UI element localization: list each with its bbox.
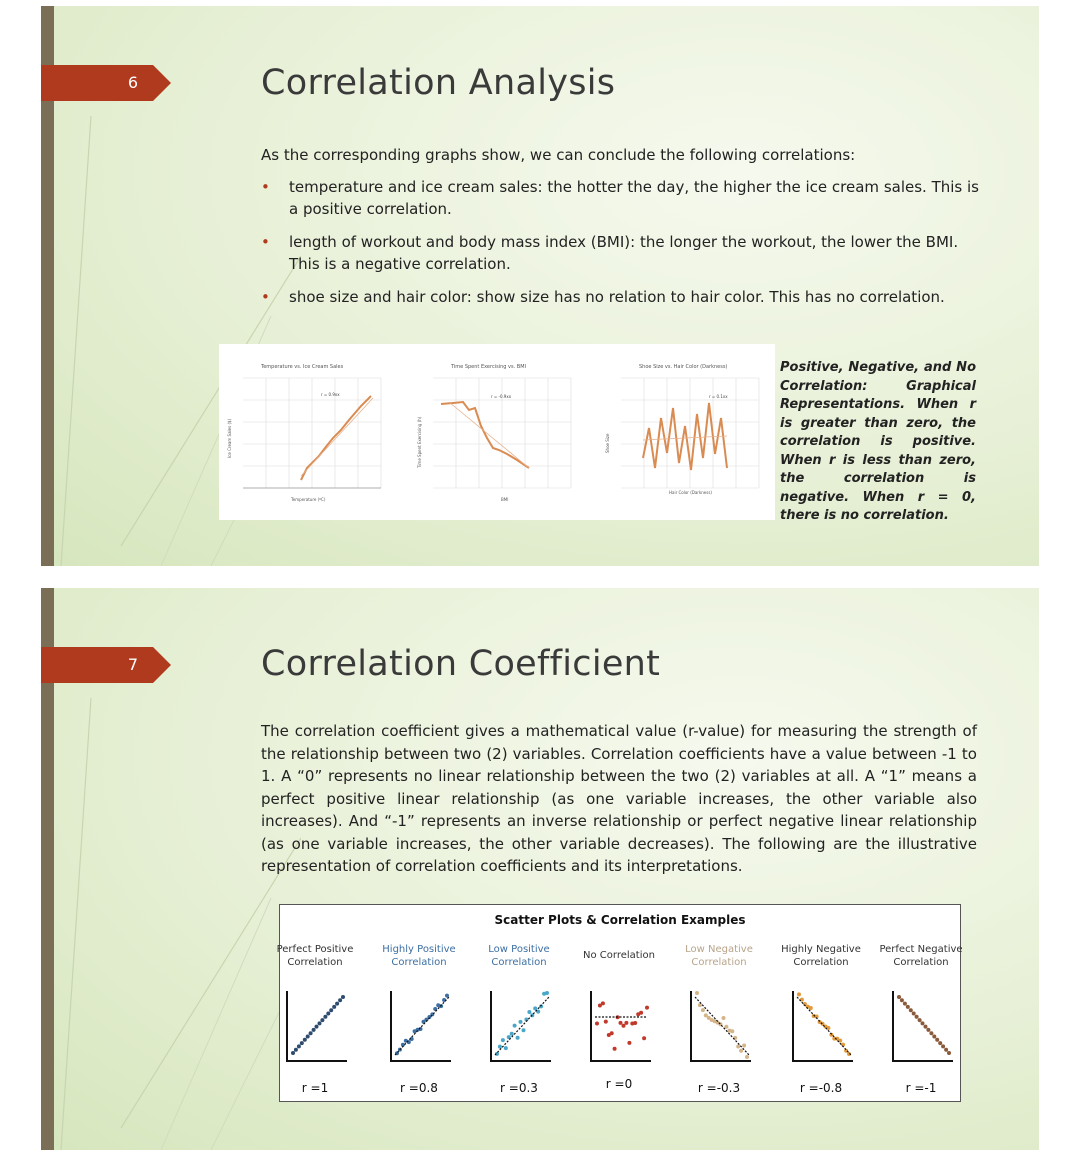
scatter-point [642, 1036, 646, 1040]
scatter-point [926, 1028, 930, 1032]
scatter-point [619, 1021, 623, 1025]
scatter-point [595, 1022, 599, 1026]
scatter-point [695, 991, 699, 995]
scatter-point [510, 1032, 514, 1036]
scatter-point [826, 1026, 830, 1030]
scatter-plot-icon [685, 987, 755, 1067]
graph-panel [219, 344, 775, 520]
scatter-point [730, 1029, 734, 1033]
scatter-point [921, 1021, 925, 1025]
slide-number-tab [41, 647, 171, 683]
temperature-icecream-graph [221, 358, 391, 506]
slide-7 [41, 588, 1039, 1150]
scatter-plot-icon [281, 987, 351, 1067]
x-axis-label: Hair Color (Darkness) [669, 490, 712, 495]
r-label: r = 0.9xx [321, 392, 340, 397]
scatter-point [698, 1003, 702, 1007]
slide-number: 6 [127, 73, 139, 92]
scatter-point [501, 1038, 505, 1042]
scatter-point [326, 1012, 330, 1016]
scatter-point [797, 992, 801, 996]
scatter-point [513, 1024, 517, 1028]
slide-title: Correlation Coefficient [261, 644, 661, 684]
scatter-point [900, 998, 904, 1002]
trend-line [495, 997, 549, 1055]
scatter-point [498, 1045, 502, 1049]
scatter-point [932, 1035, 936, 1039]
figure-title: Scatter Plots & Correlation Examples [494, 913, 746, 927]
scatter-plot-icon [385, 987, 455, 1067]
scatter-point [701, 1008, 705, 1012]
trend-line [395, 997, 449, 1055]
intro-text: As the corresponding graphs show, we can conclude the following correlations: [261, 146, 856, 164]
scatter-point [724, 1025, 728, 1029]
slide-number: 7 [127, 655, 139, 674]
slide-6 [41, 6, 1039, 566]
scatter-point [318, 1021, 322, 1025]
example-label: Low Negative Correlation [685, 944, 753, 968]
scatter-plot-icon [585, 987, 655, 1067]
scatter-point [303, 1038, 307, 1042]
scatter-point [610, 1031, 614, 1035]
scatter-point [938, 1041, 942, 1045]
scatter-point [906, 1005, 910, 1009]
scatter-point [915, 1015, 919, 1019]
number-arrow-shape [41, 65, 171, 101]
scatter-point [315, 1025, 319, 1029]
x-axis-label: Temperature (ºC) [291, 497, 326, 502]
scatter-point [332, 1005, 336, 1009]
scatter-point [312, 1028, 316, 1032]
scatter-plot-icon [787, 987, 857, 1067]
scatter-point [309, 1031, 313, 1035]
scatter-point [329, 1008, 333, 1012]
r-value-label: r =1 [301, 1081, 329, 1095]
scatter-point [909, 1008, 913, 1012]
shoesize-haircolor-graph [599, 358, 769, 506]
scatter-point [739, 1049, 743, 1053]
graph-title: Time Spent Exercising vs. BMI [451, 364, 526, 370]
scatter-point [897, 995, 901, 999]
scatter-point [627, 1041, 631, 1045]
scatter-point [335, 1002, 339, 1006]
scatter-point [516, 1036, 520, 1040]
scatter-point [341, 995, 345, 999]
r-value-label: r =-0.8 [799, 1081, 843, 1095]
scatter-point [809, 1006, 813, 1010]
scatter-point [918, 1018, 922, 1022]
bullet-list [261, 176, 983, 319]
scatter-point [941, 1044, 945, 1048]
scatter-examples-figure [276, 904, 963, 1102]
r-value-label: r =-1 [905, 1081, 937, 1095]
scatter-point [504, 1046, 508, 1050]
scatter-point [320, 1018, 324, 1022]
scatter-point [522, 1028, 526, 1032]
scatter-point [736, 1045, 740, 1049]
slide-title: Correlation Analysis [261, 63, 616, 103]
example-label: No Correlation [583, 950, 655, 961]
scatter-point [645, 1006, 649, 1010]
scatter-point [912, 1012, 916, 1016]
scatter-point [604, 1020, 608, 1024]
scatter-point [622, 1024, 626, 1028]
scatter-point [903, 1002, 907, 1006]
scatter-point [338, 998, 342, 1002]
scatter-point [639, 1011, 643, 1015]
scatter-point [294, 1048, 298, 1052]
r-label: r = -0.9xx [491, 394, 512, 399]
x-axis-label: BMI [501, 497, 509, 502]
r-value-label: r =0 [605, 1077, 633, 1091]
graph-caption: Positive, Negative, and No Correlation: Graphical Representations. When r is greater than zero, the correlation is positive. When r is less than zero, the correlation is negative. When r = 0, there is no correlation. [780, 360, 976, 523]
scatter-plot-icon [887, 987, 957, 1067]
bullet-item: • shoe size and hair color: show size has no relation to hair color. This has no correlation. [261, 286, 983, 308]
graph-title: Shoe Size vs. Hair Color (Darkness) [639, 364, 728, 370]
scatter-point [633, 1021, 637, 1025]
scatter-point [624, 1021, 628, 1025]
scatter-point [742, 1044, 746, 1048]
scatter-point [306, 1035, 310, 1039]
axes [591, 991, 651, 1061]
example-label: Highly Negative Correlation [781, 944, 861, 968]
example-label: Highly Positive Correlation [382, 944, 456, 968]
r-value-label: r =0.3 [500, 1081, 538, 1095]
scatter-point [601, 1001, 605, 1005]
scatter-point [527, 1010, 531, 1014]
example-label: Low Positive Correlation [488, 944, 550, 968]
scatter-point [519, 1020, 523, 1024]
slide-number-tab [41, 65, 171, 101]
r-value-label: r =0.8 [400, 1081, 438, 1095]
trend-line [695, 997, 749, 1055]
scatter-plot-icon [485, 987, 555, 1067]
scatter-point [545, 991, 549, 995]
r-value-label: r =-0.3 [697, 1081, 741, 1095]
scatter-point [323, 1015, 327, 1019]
body-text: The correlation coefficient gives a mathematical value (r-value) for measuring the strength of the relationship between two (2) variables. Correlation coefficients have a value between -1 to 1. A “0” represents no linear relationship between the two (2) variables at all. A “1” means a perfect positive linear relationship (as one variable increases, the other variable also increases). And “-1” represents an inverse relationship or perfect negative linear relationship (as one variable increases, the other variable decreases). The following are the illustrative representation of correlation coefficients and its interpretations. [261, 722, 977, 875]
exercise-bmi-graph [411, 358, 581, 506]
scatter-point [924, 1025, 928, 1029]
y-axis-label: Time Spent Exercising (h) [417, 416, 422, 468]
r-label: r = 0.1xx [709, 394, 728, 399]
scatter-point [300, 1041, 304, 1045]
scatter-point [745, 1055, 749, 1059]
example-label: Perfect Negative Correlation [879, 944, 963, 968]
example-label: Perfect Positive Correlation [276, 944, 354, 968]
scatter-point [929, 1031, 933, 1035]
scatter-point [722, 1016, 726, 1020]
bullet-item: • length of workout and body mass index (BMI): the longer the workout, the lower the BMI. This is a negative correlation. [261, 231, 983, 275]
graph-title: Temperature vs. Ice Cream Sales [261, 364, 344, 370]
y-axis-label: Ice Cream Sales ($) [227, 418, 232, 458]
axes [491, 991, 551, 1061]
scatter-point [935, 1038, 939, 1042]
scatter-point [613, 1047, 617, 1051]
scatter-point [947, 1051, 951, 1055]
scatter-point [944, 1048, 948, 1052]
y-axis-label: Shoe Size [605, 433, 610, 453]
trend-line [797, 997, 851, 1055]
scatter-point [297, 1044, 301, 1048]
bullet-item: • temperature and ice cream sales: the hotter the day, the higher the ice cream sales. This is a positive correlation. [261, 176, 983, 220]
number-arrow-shape [41, 647, 171, 683]
scatter-point [291, 1051, 295, 1055]
